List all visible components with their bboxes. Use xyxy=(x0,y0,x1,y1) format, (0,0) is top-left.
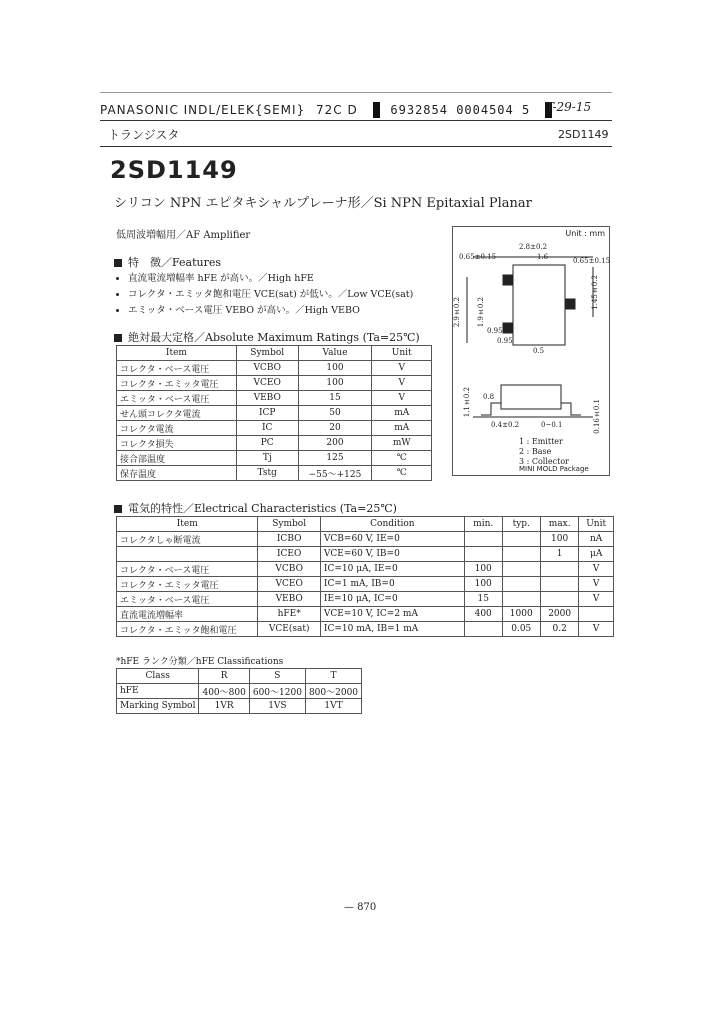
table-cell: 100 xyxy=(464,562,502,577)
dim-label: 0.65±0.15 xyxy=(459,253,497,261)
dim-label: 0.4±0.2 xyxy=(491,421,520,429)
table-cell xyxy=(579,607,614,622)
page-number: — 870 xyxy=(344,902,377,913)
table-cell: Tj xyxy=(236,451,298,466)
dim-label: 0.95 xyxy=(497,337,513,345)
table-row xyxy=(117,376,432,391)
table-row xyxy=(117,577,614,592)
dim-label: 2.9±0.2 xyxy=(453,297,461,328)
dim-label: 1.6 xyxy=(537,253,549,261)
table-cell: コレクタ・ベース電圧 xyxy=(117,562,258,577)
subtitle: シリコン NPN エピタキシャルプレーナ形／Si NPN Epitaxial Planar xyxy=(114,196,532,211)
feature-item: • エミッタ・ベース電圧 VEBO が高い。／High VEBO xyxy=(128,302,413,316)
table-cell: hFE* xyxy=(258,607,320,622)
table-cell: IE=10 μA, IC=0 xyxy=(320,592,464,607)
column-header: typ. xyxy=(502,517,540,532)
application: 低周波増幅用／AF Amplifier xyxy=(116,230,251,241)
package-name: MINI MOLD Package xyxy=(519,465,589,473)
feature-item: • 直流電流増幅率 hFE が高い。／High hFE xyxy=(128,270,413,284)
column-header: Symbol xyxy=(258,517,320,532)
table-cell: 15 xyxy=(298,391,372,406)
table-cell: コレクタ電流 xyxy=(117,421,237,436)
table-cell: コレクタ・エミッタ電圧 xyxy=(117,376,237,391)
table-cell: 15 xyxy=(464,592,502,607)
table-cell: 1VS xyxy=(249,699,305,714)
column-header: max. xyxy=(540,517,578,532)
features-heading-text: 特 徴／Features xyxy=(128,256,222,269)
table-cell: せん頭コレクタ電流 xyxy=(117,406,237,421)
table-cell: μA xyxy=(579,547,614,562)
table-cell: VEBO xyxy=(258,592,320,607)
unit-label: Unit : mm xyxy=(565,229,605,238)
hfe-table xyxy=(116,668,362,714)
pin-3: 3 : Collector xyxy=(519,457,569,466)
table-cell: mW xyxy=(372,436,432,451)
table-header-row xyxy=(117,669,362,684)
table-row xyxy=(117,562,614,577)
table-row xyxy=(117,361,432,376)
elec-heading-text: 電気的特性／Electrical Characteristics (Ta=25℃) xyxy=(128,502,397,515)
table-cell xyxy=(502,577,540,592)
table-row xyxy=(117,436,432,451)
dim-label: 1.9±0.2 xyxy=(477,297,485,328)
table-cell: mA xyxy=(372,421,432,436)
dim-label: 0.16±0.1 xyxy=(593,399,601,434)
table-cell xyxy=(502,592,540,607)
table-header-row xyxy=(117,346,432,361)
column-header: min. xyxy=(464,517,502,532)
table-cell xyxy=(464,547,502,562)
table-cell xyxy=(117,547,258,562)
table-cell: Marking Symbol xyxy=(117,699,199,714)
table-cell: PC xyxy=(236,436,298,451)
table-cell: ℃ xyxy=(372,466,432,481)
table-cell: VCE(sat) xyxy=(258,622,320,637)
column-header: Unit xyxy=(372,346,432,361)
table-cell: 直流電流増幅率 xyxy=(117,607,258,622)
table-cell: ℃ xyxy=(372,451,432,466)
column-header: Value xyxy=(298,346,372,361)
table-cell: ICEO xyxy=(258,547,320,562)
table-cell: VEBO xyxy=(236,391,298,406)
table-cell: 保存温度 xyxy=(117,466,237,481)
table-cell: 800～2000 xyxy=(305,684,361,699)
table-cell: コレクタ損失 xyxy=(117,436,237,451)
table-cell: 125 xyxy=(298,451,372,466)
table-cell: nA xyxy=(579,532,614,547)
table-cell: VCBO xyxy=(258,562,320,577)
features-heading xyxy=(114,254,221,270)
table-cell: 接合部温度 xyxy=(117,451,237,466)
table-cell: 200 xyxy=(298,436,372,451)
table-cell: 0.05 xyxy=(502,622,540,637)
table-cell: IC=1 mA, IB=0 xyxy=(320,577,464,592)
table-cell: 400 xyxy=(464,607,502,622)
header-code: 72C D xyxy=(316,102,358,117)
table-cell: Tstg xyxy=(236,466,298,481)
table-cell xyxy=(540,592,578,607)
header-underline xyxy=(100,120,612,121)
table-row xyxy=(117,391,432,406)
table-cell: コレクタしゃ断電流 xyxy=(117,532,258,547)
table-cell: IC xyxy=(236,421,298,436)
dim-label: 1.45±0.2 xyxy=(591,275,599,310)
table-row xyxy=(117,547,614,562)
column-header: Condition xyxy=(320,517,464,532)
elec-table xyxy=(116,516,614,637)
table-cell: IC=10 mA, IB=1 mA xyxy=(320,622,464,637)
table-cell: 100 xyxy=(540,532,578,547)
table-row xyxy=(117,451,432,466)
table-row xyxy=(117,699,362,714)
abs-max-table xyxy=(116,345,432,481)
part-number-small: 2SD1149 xyxy=(558,128,609,141)
bullet-square-icon xyxy=(114,334,122,342)
table-cell: 100 xyxy=(298,361,372,376)
pin-2: 2 : Base xyxy=(519,447,552,456)
pin-left-bottom xyxy=(503,323,513,333)
dim-label: 2.8±0.2 xyxy=(519,243,548,251)
table-cell: V xyxy=(579,562,614,577)
table-cell: 1VT xyxy=(305,699,361,714)
table-cell: 1VR xyxy=(199,699,249,714)
table-cell: コレクタ・ベース電圧 xyxy=(117,361,237,376)
column-header: Item xyxy=(117,517,258,532)
table-cell: 100 xyxy=(298,376,372,391)
table-cell: V xyxy=(372,391,432,406)
table-cell: コレクタ・エミッタ電圧 xyxy=(117,577,258,592)
table-cell xyxy=(502,532,540,547)
top-rule xyxy=(100,92,612,93)
features-list xyxy=(116,270,413,318)
table-cell: 20 xyxy=(298,421,372,436)
table-cell: V xyxy=(579,577,614,592)
table-cell xyxy=(540,562,578,577)
column-header: R xyxy=(199,669,249,684)
table-cell: V xyxy=(372,361,432,376)
table-cell: VCBO xyxy=(236,361,298,376)
category-underline xyxy=(100,146,612,147)
bullet-square-icon xyxy=(114,259,122,267)
header-company: PANASONIC INDL/ELEK{SEMI} xyxy=(100,102,306,117)
column-header: S xyxy=(249,669,305,684)
table-cell: VCB=60 V, IE=0 xyxy=(320,532,464,547)
table-row xyxy=(117,466,432,481)
table-cell: VCEO xyxy=(258,577,320,592)
column-header: Unit xyxy=(579,517,614,532)
feature-item: • コレクタ・エミッタ飽和電圧 VCE(sat) が低い。／Low VCE(sat) xyxy=(128,286,413,300)
elec-heading xyxy=(114,500,397,516)
table-cell: 1 xyxy=(540,547,578,562)
pin-right xyxy=(565,299,575,309)
table-cell: ICBO xyxy=(258,532,320,547)
hfe-heading: *hFE ランク分類／hFE Classifications xyxy=(116,657,284,667)
category-label: トランジスタ xyxy=(108,128,180,142)
table-cell xyxy=(464,532,502,547)
part-title: 2SD1149 xyxy=(110,156,238,184)
table-cell: V xyxy=(579,622,614,637)
table-header-row xyxy=(117,517,614,532)
table-cell: VCE=60 V, IB=0 xyxy=(320,547,464,562)
dim-label: 0~0.1 xyxy=(541,421,563,429)
dim-label: 0.8 xyxy=(483,393,495,401)
dim-label: 0.65±0.15 xyxy=(573,257,611,265)
header-mark-left xyxy=(373,102,380,118)
bullet-square-icon xyxy=(114,505,122,513)
package-body-top xyxy=(513,265,565,345)
table-cell: IC=10 μA, IE=0 xyxy=(320,562,464,577)
table-cell: エミッタ・ベース電圧 xyxy=(117,391,237,406)
column-header: T xyxy=(305,669,361,684)
column-header: Item xyxy=(117,346,237,361)
table-cell: −55～+125 xyxy=(298,466,372,481)
table-cell: 1000 xyxy=(502,607,540,622)
table-cell: V xyxy=(579,592,614,607)
lead-left xyxy=(481,403,501,415)
table-row xyxy=(117,684,362,699)
table-cell xyxy=(502,547,540,562)
column-header: Symbol xyxy=(236,346,298,361)
pin-1: 1 : Emitter xyxy=(519,437,563,446)
table-cell: コレクタ・エミッタ飽和電圧 xyxy=(117,622,258,637)
table-cell: VCE=10 V, IC=2 mA xyxy=(320,607,464,622)
table-cell: 400～800 xyxy=(199,684,249,699)
table-cell xyxy=(540,577,578,592)
dim-label: 1.1±0.2 xyxy=(463,387,471,418)
package-body-side xyxy=(501,385,561,409)
table-row xyxy=(117,421,432,436)
header-number: 6932854 0004504 5 xyxy=(390,102,531,117)
table-row xyxy=(117,607,614,622)
table-cell: 50 xyxy=(298,406,372,421)
table-cell: hFE xyxy=(117,684,199,699)
table-cell: エミッタ・ベース電圧 xyxy=(117,592,258,607)
table-row xyxy=(117,406,432,421)
lead-right xyxy=(561,403,581,415)
table-cell xyxy=(464,622,502,637)
abs-max-heading-text: 絶対最大定格／Absolute Maximum Ratings (Ta=25℃) xyxy=(128,331,420,344)
table-cell: mA xyxy=(372,406,432,421)
table-cell xyxy=(502,562,540,577)
table-cell: 0.2 xyxy=(540,622,578,637)
table-cell: 600～1200 xyxy=(249,684,305,699)
abs-max-heading xyxy=(114,329,420,345)
header-handwritten: T-29-15 xyxy=(546,100,592,114)
table-cell: ICP xyxy=(236,406,298,421)
table-cell: 2000 xyxy=(540,607,578,622)
table-cell: V xyxy=(372,376,432,391)
column-header: Class xyxy=(117,669,199,684)
pin-left-top xyxy=(503,275,513,285)
table-cell: 100 xyxy=(464,577,502,592)
table-row xyxy=(117,622,614,637)
table-cell: VCEO xyxy=(236,376,298,391)
header-bar xyxy=(100,102,558,118)
pin-legend xyxy=(519,437,569,467)
package-drawing xyxy=(452,226,610,476)
table-row xyxy=(117,592,614,607)
dim-label: 0.95 xyxy=(487,327,503,335)
table-row xyxy=(117,532,614,547)
dim-label: 0.5 xyxy=(533,347,545,355)
